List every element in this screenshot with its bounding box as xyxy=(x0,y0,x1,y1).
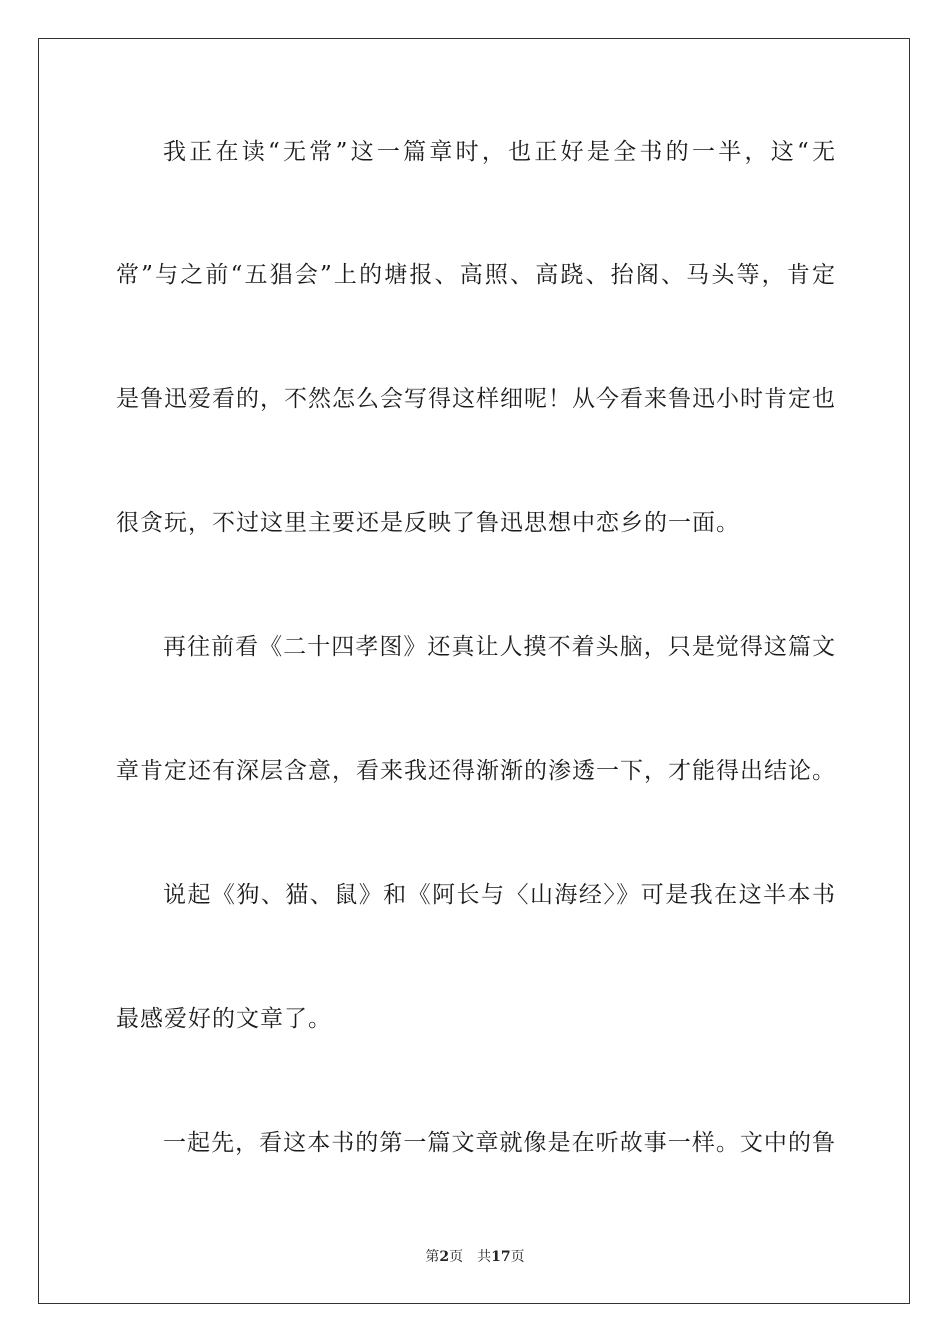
total-page-number: 17 xyxy=(491,1249,511,1265)
paragraph-1-line-2: 常”与之前“五猖会”上的塘报、高照、高跷、抬阁、马头等，肯定 xyxy=(116,262,836,288)
paragraph-2-line-2: 章肯定还有深层含意，看来我还得渐渐的渗透一下，才能得出结论。 xyxy=(116,758,836,784)
total-prefix: 共 xyxy=(477,1249,492,1265)
page-suffix: 页 xyxy=(449,1249,464,1265)
paragraph-1-line-1: 我正在读“无常”这一篇章时，也正好是全书的一半，这“无 xyxy=(163,139,836,165)
paragraph-3-line-2: 最感爱好的文章了。 xyxy=(116,1006,332,1032)
page-border xyxy=(38,38,910,1304)
paragraph-2-line-1: 再往前看《二十四孝图》还真让人摸不着头脑，只是觉得这篇文 xyxy=(163,634,836,660)
paragraph-4-line-1: 一起先，看这本书的第一篇文章就像是在听故事一样。文中的鲁 xyxy=(163,1130,836,1156)
current-page-number: 2 xyxy=(439,1249,450,1265)
paragraph-3-line-1: 说起《狗、猫、鼠》和《阿长与〈山海经〉》可是我在这半本书 xyxy=(163,882,836,908)
total-suffix: 页 xyxy=(510,1249,525,1265)
page-footer xyxy=(0,1248,950,1266)
paragraph-1-line-4: 很贪玩，不过这里主要还是反映了鲁迅思想中恋乡的一面。 xyxy=(116,510,740,536)
paragraph-1-line-3: 是鲁迅爱看的，不然怎么会写得这样细呢！从今看来鲁迅小时肯定也 xyxy=(116,386,836,412)
page-prefix: 第 xyxy=(425,1249,440,1265)
